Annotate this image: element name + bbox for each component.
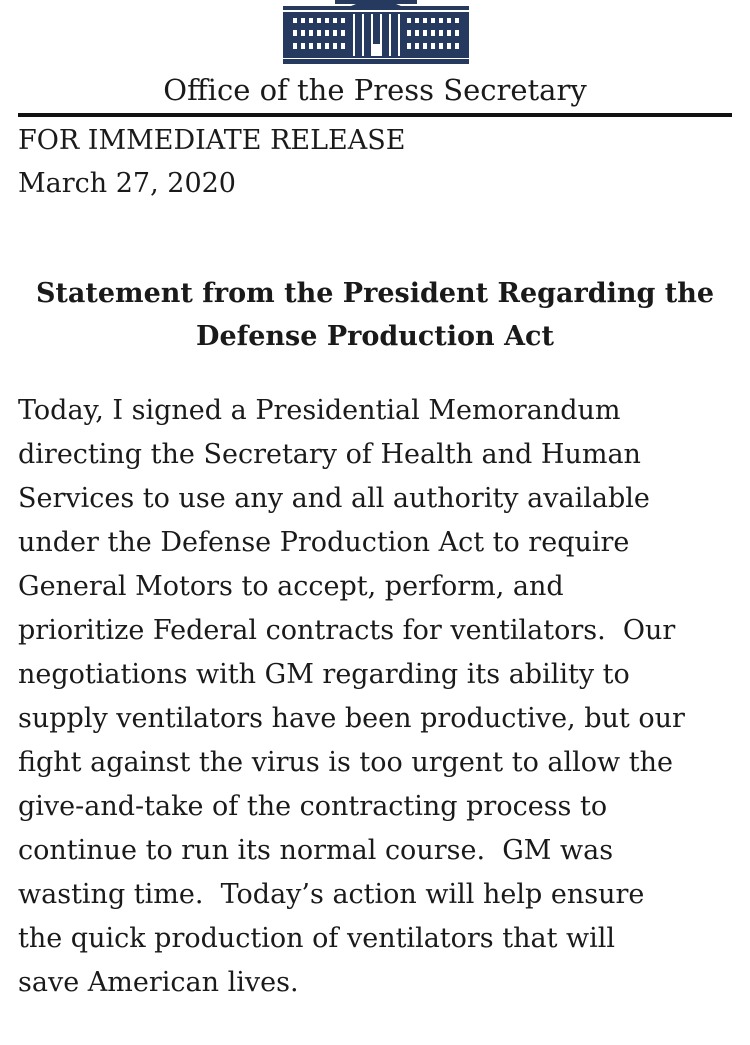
- body-line: directing the Secretary of Health and Human: [18, 439, 641, 470]
- body-line: save American lives.: [18, 967, 299, 998]
- body-line: fight against the virus is too urgent to allow the: [18, 747, 673, 778]
- body-line: negotiations with GM regarding its ability to: [18, 659, 630, 690]
- body-line: Services to use any and all authority available: [18, 483, 650, 514]
- body-line: give-and-take of the contracting process to: [18, 791, 608, 822]
- body-line: wasting time. Today’s action will help ensure: [18, 879, 645, 910]
- office-title: Office of the Press Secretary: [163, 73, 587, 107]
- body-line: continue to run its normal course. GM was: [18, 835, 614, 866]
- statement-title: [18, 272, 732, 358]
- body-line: supply ventilators have been productive, but our: [18, 703, 685, 734]
- statement-title-line: Defense Production Act: [196, 321, 554, 352]
- body-line: the quick production of ventilators that will: [18, 923, 616, 954]
- statement-body: [18, 389, 748, 1005]
- body-line: General Motors to accept, perform, and: [18, 571, 564, 602]
- body-line: under the Defense Production Act to require: [18, 527, 630, 558]
- white-house-logo: [283, 0, 469, 64]
- release-label: FOR IMMEDIATE RELEASE: [18, 125, 406, 156]
- statement-title-line: Statement from the President Regarding the: [35, 278, 715, 309]
- body-line: Today, I signed a Presidential Memorandum: [18, 395, 621, 426]
- header-divider: [18, 113, 732, 117]
- release-date: March 27, 2020: [18, 168, 236, 199]
- body-line: prioritize Federal contracts for ventilators. Our: [18, 615, 676, 646]
